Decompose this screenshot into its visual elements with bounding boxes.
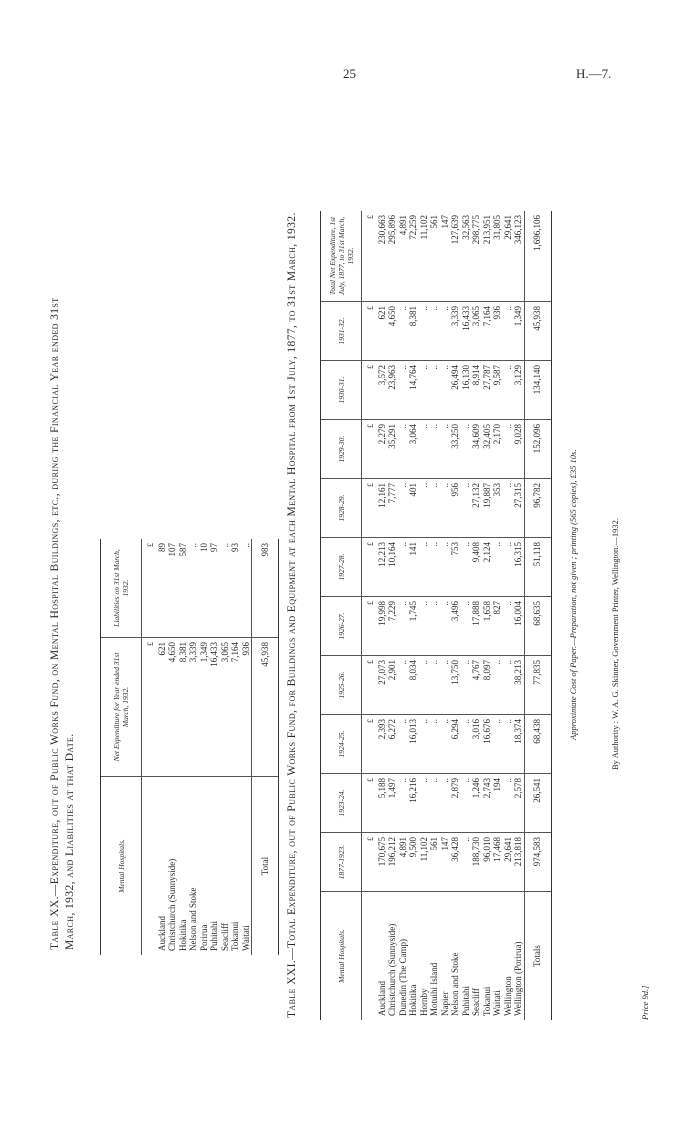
table-row: [408, 211, 419, 1020]
year-value: 4,767: [471, 656, 482, 715]
hospital-name: Puhitahi: [460, 985, 471, 1016]
pound-sign: £: [142, 638, 157, 777]
hospital-name: Tokanui: [481, 986, 492, 1016]
hospital-name: Christchurch (Sunnyside): [167, 858, 177, 951]
year-value: 16,004: [513, 597, 524, 656]
year-value: 16,676: [482, 715, 493, 774]
year-value: 29,641: [503, 833, 514, 892]
year-value: ..: [419, 420, 430, 479]
year-value: 18,374: [513, 715, 524, 774]
year-value: 353: [492, 479, 503, 538]
table-row: [461, 211, 472, 1020]
year-value: 6,272: [387, 715, 398, 774]
year-value: 9,408: [471, 538, 482, 597]
hospital-name: Seacliff: [471, 988, 481, 1016]
year-value: ..: [419, 774, 430, 833]
year-value: 3,064: [408, 420, 419, 479]
table-row: [209, 539, 220, 955]
year-value: 170,675: [377, 833, 388, 892]
total-value: 31,805: [492, 211, 503, 302]
table-row: [398, 211, 409, 1020]
year-value: 11,102: [419, 833, 430, 892]
table20-total-label: Total: [252, 777, 279, 956]
total-value: 11,102: [419, 211, 430, 302]
liability-value: 93: [230, 539, 241, 638]
year-value: ..: [503, 656, 514, 715]
year-value: ..: [503, 597, 514, 656]
year-value: 621: [377, 302, 388, 361]
year-value: 936: [492, 302, 503, 361]
year-value: 32,405: [482, 420, 493, 479]
year-value: 753: [450, 538, 461, 597]
total-value: 295,896: [387, 211, 398, 302]
year-value: ..: [398, 361, 409, 420]
table-row: [450, 211, 461, 1020]
year-value: 8,381: [408, 302, 419, 361]
year-value: ..: [429, 715, 440, 774]
table-row: [167, 539, 178, 955]
liability-value: 89: [157, 539, 168, 638]
column-total: 77,835: [524, 656, 551, 715]
year-value: ..: [398, 538, 409, 597]
year-value: ..: [419, 597, 430, 656]
parliamentary-reference: H.—7.: [576, 66, 612, 81]
year-value: ..: [429, 597, 440, 656]
year-value: 19,998: [377, 597, 388, 656]
year-value: 8,097: [482, 656, 493, 715]
hospital-name: Hornby: [418, 988, 429, 1016]
table-row: [188, 539, 199, 955]
hospital-name: Wellington: [502, 976, 513, 1016]
table21: [320, 211, 552, 1020]
year-value: 956: [450, 479, 461, 538]
year-value: ..: [429, 302, 440, 361]
page-number: 25: [343, 66, 356, 81]
total-value: 29,641: [503, 211, 514, 302]
pound-sign: £: [362, 361, 377, 420]
year-value: ..: [419, 715, 430, 774]
pound-sign: £: [362, 833, 377, 892]
year-value: ..: [440, 361, 451, 420]
year-value: ..: [440, 715, 451, 774]
year-value: ..: [398, 479, 409, 538]
table-row: [482, 211, 493, 1020]
year-value: 26,494: [450, 361, 461, 420]
year-value: 13,750: [450, 656, 461, 715]
year-value: ..: [492, 715, 503, 774]
year-value: 2,279: [377, 420, 388, 479]
year-value: ..: [461, 538, 472, 597]
year-value: ..: [440, 774, 451, 833]
expenditure-value: 936: [241, 638, 252, 777]
pound-sign: £: [362, 538, 377, 597]
total-value: 147: [440, 211, 451, 302]
year-value: ..: [503, 302, 514, 361]
paper-cost-note: Approximate Cost of Paper.—Preparation, not given ; printing (565 copies), £35 10s.: [568, 449, 578, 740]
year-value: ..: [398, 420, 409, 479]
year-value: 27,132: [471, 479, 482, 538]
liability-value: 587: [178, 539, 189, 638]
price-note: Price 9d.]: [640, 985, 650, 1020]
table21-header-total: Total Net Expenditure, 1st July, 1877, to 31st March, 1932.: [321, 211, 362, 302]
liability-value: 97: [209, 539, 220, 638]
year-value: 5,188: [377, 774, 388, 833]
expenditure-value: 3,065: [220, 638, 231, 777]
year-value: 1,658: [482, 597, 493, 656]
liability-value: 10: [199, 539, 210, 638]
year-value: 6,294: [450, 715, 461, 774]
year-value: 147: [440, 833, 451, 892]
year-value: 10,164: [387, 538, 398, 597]
year-value: 1,246: [471, 774, 482, 833]
hospital-name: Tokanui: [230, 921, 240, 951]
year-value: ..: [429, 361, 440, 420]
expenditure-value: 16,433: [209, 638, 220, 777]
year-value: 33,250: [450, 420, 461, 479]
table-row: [220, 539, 231, 955]
pound-sign: £: [362, 302, 377, 361]
year-value: 17,468: [492, 833, 503, 892]
year-value: ..: [440, 479, 451, 538]
year-value: 12,161: [377, 479, 388, 538]
year-value: 2,170: [492, 420, 503, 479]
year-value: 9,587: [492, 361, 503, 420]
column-total: 134,140: [524, 361, 551, 420]
expenditure-value: 3,339: [188, 638, 199, 777]
year-value: 3,129: [513, 361, 524, 420]
year-value: 38,213: [513, 656, 524, 715]
pound-sign: £: [362, 420, 377, 479]
total-value: 32,563: [461, 211, 472, 302]
pound-sign: £: [362, 656, 377, 715]
year-value: 2,393: [377, 715, 388, 774]
year-value: 141: [408, 538, 419, 597]
year-value: ..: [503, 420, 514, 479]
year-value: ..: [419, 479, 430, 538]
year-value: ..: [419, 656, 430, 715]
year-value: 2,578: [513, 774, 524, 833]
year-value: 27,787: [482, 361, 493, 420]
year-value: 19,887: [482, 479, 493, 538]
pound-sign: £: [362, 211, 377, 302]
table21-header-year: 1929-30.: [321, 420, 362, 479]
table21-header-year: 1923-24.: [321, 774, 362, 833]
year-value: 3,339: [450, 302, 461, 361]
year-value: ..: [429, 420, 440, 479]
year-value: ..: [440, 420, 451, 479]
column-total: 45,938: [524, 302, 551, 361]
year-value: 3,065: [471, 302, 482, 361]
table20-total-liabilities: 983: [252, 539, 279, 638]
year-value: 194: [492, 774, 503, 833]
year-value: ..: [440, 302, 451, 361]
column-total: 51,118: [524, 538, 551, 597]
pound-sign: £: [362, 774, 377, 833]
year-value: ..: [492, 538, 503, 597]
year-value: 16,130: [461, 361, 472, 420]
table21-header-year: 1928-29.: [321, 479, 362, 538]
hospital-name: Waitati: [492, 990, 502, 1016]
year-value: 1,497: [387, 774, 398, 833]
table21-header-hospital: Mental Hospitals.: [321, 892, 362, 1021]
year-value: 1,745: [408, 597, 419, 656]
year-value: 9,028: [513, 420, 524, 479]
pound-sign: £: [142, 539, 157, 638]
table20-header-liabilities: Liabilities on 31st March, 1932.: [101, 539, 142, 638]
table-row: [157, 539, 168, 955]
table20-header-hospital: Mental Hospitals.: [101, 777, 142, 956]
column-total: 1,696,106: [524, 211, 551, 302]
year-value: ..: [398, 302, 409, 361]
year-value: ..: [461, 597, 472, 656]
hospital-name: Nelson and Stoke: [188, 887, 198, 951]
expenditure-value: 8,381: [178, 638, 189, 777]
pound-sign: £: [362, 479, 377, 538]
year-value: 16,433: [461, 302, 472, 361]
year-value: ..: [398, 597, 409, 656]
hospital-name: Hokitika: [408, 984, 418, 1016]
total-value: 230,663: [377, 211, 388, 302]
hospital-name: Seacliff: [219, 923, 230, 951]
year-value: ..: [429, 479, 440, 538]
hospital-name: Napier: [439, 991, 450, 1016]
year-value: 7,777: [387, 479, 398, 538]
year-value: 14,764: [408, 361, 419, 420]
table-row: [440, 211, 451, 1020]
column-total: 26,541: [524, 774, 551, 833]
year-value: ..: [503, 538, 514, 597]
year-value: ..: [440, 538, 451, 597]
year-value: ..: [503, 774, 514, 833]
total-value: 346,123: [513, 211, 524, 302]
total-value: 213,951: [482, 211, 493, 302]
year-value: 196,212: [387, 833, 398, 892]
table21-total-label: Totals: [524, 892, 551, 1021]
table21-header-year: 1877-1923.: [321, 833, 362, 892]
expenditure-value: 4,650: [167, 638, 178, 777]
table-row: [377, 211, 388, 1020]
expenditure-value: 7,164: [230, 638, 241, 777]
year-value: ..: [503, 361, 514, 420]
column-total: 96,782: [524, 479, 551, 538]
year-value: 8,914: [471, 361, 482, 420]
table-row: [230, 539, 241, 955]
year-value: 7,229: [387, 597, 398, 656]
table20-header-expenditure: Net Expenditure for Year ended 31st March, 1932.: [101, 638, 142, 777]
table-row: [241, 539, 252, 955]
year-value: 2,743: [482, 774, 493, 833]
year-value: ..: [429, 656, 440, 715]
expenditure-value: 1,349: [199, 638, 210, 777]
expenditure-value: 621: [157, 638, 168, 777]
year-value: 8,034: [408, 656, 419, 715]
liability-value: 107: [167, 539, 178, 638]
table20-caption: Table XX.—Expenditure, out of Public Works Fund, on Mental Hospital Buildings, etc., during the Financial Year ended 31st March, 1932, and Liabilities at that Date.: [49, 297, 76, 950]
table21-header-year: 1931-32.: [321, 302, 362, 361]
year-value: ..: [461, 420, 472, 479]
table-row: [387, 211, 398, 1020]
hospital-name: Motuihi Island: [429, 962, 439, 1016]
year-value: 3,496: [450, 597, 461, 656]
table-row: [419, 211, 430, 1020]
hospital-name: Christchurch (Sunnyside): [387, 923, 397, 1016]
year-value: ..: [419, 538, 430, 597]
table-row: [513, 211, 524, 1020]
liability-value: ..: [188, 539, 199, 638]
table-row: [199, 539, 210, 955]
year-value: 2,124: [482, 538, 493, 597]
year-value: ..: [492, 656, 503, 715]
year-value: 36,428: [450, 833, 461, 892]
year-value: 23,963: [387, 361, 398, 420]
liability-value: ..: [241, 539, 252, 638]
total-value: 298,775: [471, 211, 482, 302]
year-value: ..: [429, 538, 440, 597]
column-total: 68,635: [524, 597, 551, 656]
year-value: 827: [492, 597, 503, 656]
year-value: ..: [461, 656, 472, 715]
year-value: 17,888: [471, 597, 482, 656]
year-value: 561: [429, 833, 440, 892]
year-value: ..: [398, 774, 409, 833]
year-value: 188,730: [471, 833, 482, 892]
table-row: [492, 211, 503, 1020]
table-row: [429, 211, 440, 1020]
column-total: 974,583: [524, 833, 551, 892]
table20: [100, 539, 279, 955]
table21-header-year: 1925-26.: [321, 656, 362, 715]
year-value: ..: [440, 656, 451, 715]
hospital-name: Porirua: [198, 924, 209, 951]
table21-header-year: 1926-27.: [321, 597, 362, 656]
year-value: 35,291: [387, 420, 398, 479]
table21-header-year: 1930-31.: [321, 361, 362, 420]
table-row: [471, 211, 482, 1020]
liability-value: ..: [220, 539, 231, 638]
year-value: ..: [461, 715, 472, 774]
total-value: 72,259: [408, 211, 419, 302]
year-value: 34,609: [471, 420, 482, 479]
table21-header-year: 1924-25.: [321, 715, 362, 774]
hospital-name: Hokitika: [177, 919, 188, 951]
table20-total-expenditure: 45,938: [252, 638, 279, 777]
year-value: ..: [461, 479, 472, 538]
rotated-page-content: [0, 40, 700, 1040]
year-value: 213,818: [513, 833, 524, 892]
year-value: 12,213: [377, 538, 388, 597]
printer-authority: By Authority : W. A. G. Skinner, Government Printer, Wellington.—1932.: [610, 517, 620, 770]
year-value: 4,650: [387, 302, 398, 361]
table-row: [178, 539, 189, 955]
year-value: ..: [503, 479, 514, 538]
year-value: 401: [408, 479, 419, 538]
year-value: ..: [461, 833, 472, 892]
column-total: 152,096: [524, 420, 551, 479]
table21-header-year: 1927-28.: [321, 538, 362, 597]
hospital-name: Puhitahi: [209, 920, 219, 951]
year-value: 1,349: [513, 302, 524, 361]
year-value: 27,315: [513, 479, 524, 538]
year-value: ..: [419, 361, 430, 420]
total-value: 561: [429, 211, 440, 302]
pound-sign: £: [362, 597, 377, 656]
hospital-name: Wellington (Porirua): [513, 941, 523, 1016]
year-value: 4,891: [398, 833, 409, 892]
year-value: 2,901: [387, 656, 398, 715]
hospital-name: Auckland: [156, 916, 167, 951]
table-row: [503, 211, 514, 1020]
total-value: 127,639: [450, 211, 461, 302]
year-value: ..: [419, 302, 430, 361]
year-value: 27,073: [377, 656, 388, 715]
year-value: 3,572: [377, 361, 388, 420]
hospital-name: Dunedin (The Camp): [397, 939, 408, 1016]
hospital-name: Waitati: [240, 925, 251, 951]
year-value: 16,216: [408, 774, 419, 833]
year-value: 7,164: [482, 302, 493, 361]
column-total: 68,438: [524, 715, 551, 774]
year-value: ..: [398, 656, 409, 715]
year-value: 16,013: [408, 715, 419, 774]
hospital-name: Auckland: [376, 981, 387, 1016]
total-value: 4,891: [398, 211, 409, 302]
year-value: 9,500: [408, 833, 419, 892]
pound-sign: £: [362, 715, 377, 774]
year-value: 3,016: [471, 715, 482, 774]
year-value: ..: [461, 774, 472, 833]
year-value: 96,010: [482, 833, 493, 892]
year-value: ..: [440, 597, 451, 656]
year-value: ..: [398, 715, 409, 774]
hospital-name: Nelson and Stoke: [450, 952, 460, 1016]
year-value: 16,315: [513, 538, 524, 597]
table21-caption: Table XXI.—Total Expenditure, out of Public Works Fund, for Buildings and Equipment at each Mental Hospital from 1st July, 1877, to 31st March, 1932.: [286, 212, 298, 1018]
year-value: 2,879: [450, 774, 461, 833]
year-value: ..: [503, 715, 514, 774]
year-value: ..: [429, 774, 440, 833]
